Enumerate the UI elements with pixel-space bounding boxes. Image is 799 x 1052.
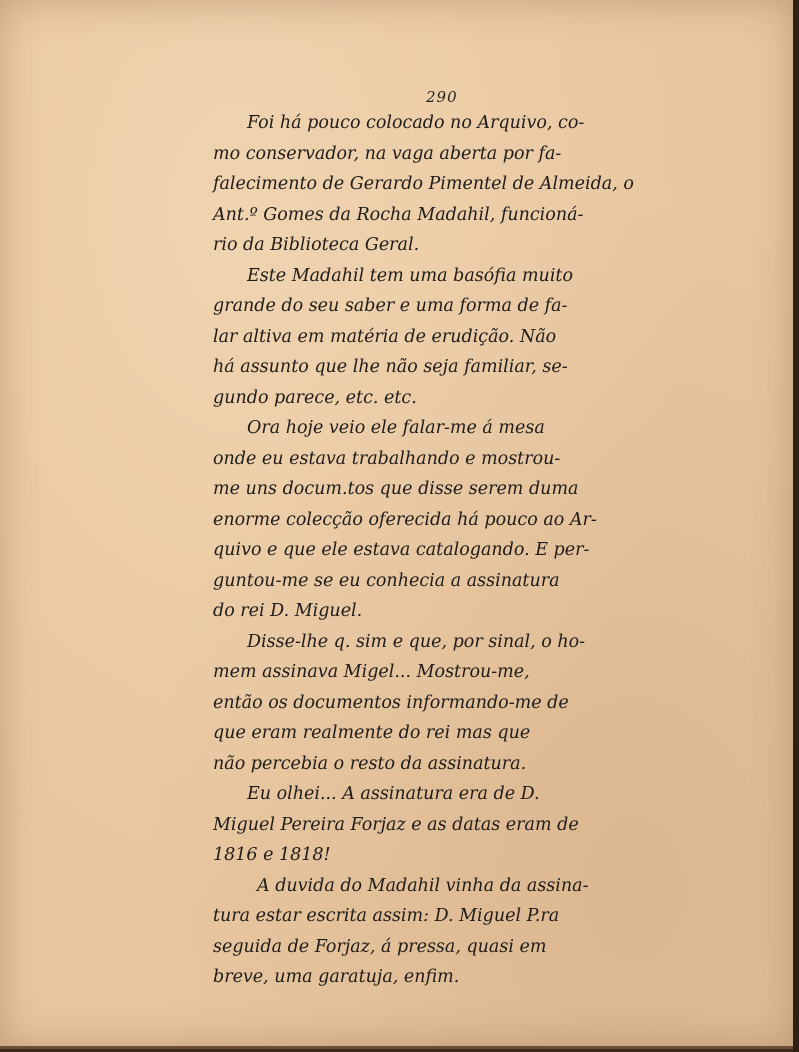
- text-line: 1816 e 1818!: [213, 845, 331, 865]
- text-line: guntou-me se eu conhecia a assinatura: [213, 570, 560, 591]
- text-line: tura estar escrita assim: D. Miguel P.ra: [213, 906, 560, 926]
- text-line: seguida de Forjaz, á pressa, quasi em: [213, 936, 547, 957]
- handwritten-text: [213, 108, 693, 993]
- text-line: que eram realmente do rei mas que: [213, 723, 531, 743]
- text-line: não percebia o resto da assinatura.: [213, 753, 527, 774]
- text-line: Disse-lhe q. sim e que, por sinal, o ho-: [247, 631, 586, 652]
- text-line: me uns docum.tos que disse serem duma: [213, 479, 579, 499]
- text-line: rio da Biblioteca Geral.: [213, 235, 420, 255]
- page-number: 290: [426, 88, 458, 106]
- text-line: Foi há pouco colocado no Arquivo, co-: [247, 113, 585, 133]
- text-line: falecimento de Gerardo Pimentel de Almeida, o: [213, 174, 634, 194]
- text-line: Eu olhei... A assinatura era de D.: [247, 784, 540, 804]
- text-line: A duvida do Madahil vinha da assina-: [257, 875, 589, 896]
- text-line: breve, uma garatuja, enfim.: [213, 967, 460, 987]
- text-line: onde eu estava trabalhando e mostrou-: [213, 448, 561, 469]
- book-spine-edge: [793, 0, 799, 1052]
- text-line: lar altiva em matéria de erudição. Não: [213, 326, 557, 347]
- text-line: grande do seu saber e uma forma de fa-: [213, 296, 568, 316]
- text-line: Ora hoje veio ele falar-me á mesa: [247, 418, 545, 438]
- text-line: mem assinava Migel... Mostrou-me,: [213, 662, 530, 682]
- text-line: Ant.º Gomes da Rocha Madahil, funcioná-: [213, 204, 584, 225]
- text-line: quivo e que ele estava catalogando. E per-: [213, 540, 590, 560]
- text-line: enorme colecção oferecida há pouco ao Ar-: [213, 509, 597, 530]
- text-line: gundo parece, etc. etc.: [213, 387, 417, 408]
- text-line: mo conservador, na vaga aberta por fa-: [213, 143, 562, 164]
- text-line: do rei D. Miguel.: [213, 601, 363, 621]
- text-line: há assunto que lhe não seja familiar, se-: [213, 357, 568, 377]
- text-line: Miguel Pereira Forjaz e as datas eram de: [213, 814, 579, 835]
- text-line: então os documentos informando-me de: [213, 692, 569, 713]
- text-line: Este Madahil tem uma basófia muito: [247, 265, 573, 286]
